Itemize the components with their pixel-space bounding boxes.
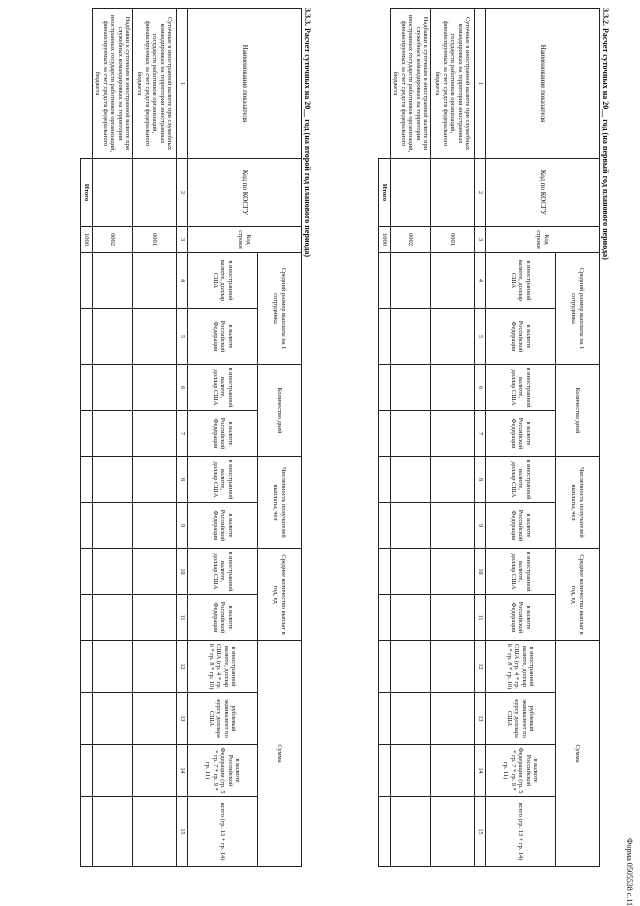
value-cell[interactable]	[391, 745, 431, 797]
header-line-code: Код строки	[188, 227, 302, 253]
value-cell[interactable]	[379, 457, 391, 503]
header-col13: рублевый эквивалент по курсу доллара США	[188, 693, 258, 745]
value-cell[interactable]	[431, 797, 475, 867]
value-cell[interactable]	[391, 253, 431, 309]
total-code: 1000	[81, 227, 93, 253]
value-cell[interactable]	[133, 365, 177, 411]
value-cell[interactable]	[379, 549, 391, 595]
daily-allowance-table-2	[80, 8, 302, 867]
header-col10: в иностранной валюте, доллар США	[486, 549, 556, 595]
header-col11: в валюте Российской Федерации	[188, 595, 258, 641]
value-cell[interactable]	[431, 253, 475, 309]
col-number: 15	[475, 797, 486, 867]
header-col15: всего (гр. 13 + гр. 14)	[188, 797, 258, 867]
header-sum: Сумма	[258, 641, 302, 867]
col-number: 5	[475, 309, 486, 365]
header-name: Наименование показателя	[486, 9, 600, 159]
value-cell[interactable]	[81, 411, 93, 457]
header-col15: всего (гр. 13 + гр. 14)	[486, 797, 556, 867]
value-cell[interactable]	[391, 693, 431, 745]
header-col12: в иностранной валюте, доллар США (гр. 4 * гр. 6 * гр. 8 * гр. 10)	[188, 641, 258, 693]
value-cell[interactable]	[133, 693, 177, 745]
value-cell[interactable]	[81, 457, 93, 503]
table-row	[133, 9, 177, 867]
value-cell[interactable]	[431, 641, 475, 693]
kosgu-cell[interactable]	[431, 159, 475, 227]
value-cell[interactable]	[379, 309, 391, 365]
header-col5: в валюте Российской Федерации	[188, 309, 258, 365]
value-cell[interactable]	[431, 457, 475, 503]
value-cell[interactable]	[379, 595, 391, 641]
col-number: 12	[475, 641, 486, 693]
value-cell[interactable]	[379, 797, 391, 867]
value-cell[interactable]	[431, 503, 475, 549]
value-cell[interactable]	[391, 365, 431, 411]
col-number: 8	[475, 457, 486, 503]
section-title-1: 3.3.2. Расчет суточных на 20__ год (на первый год планового периода)	[601, 8, 610, 260]
value-cell[interactable]	[431, 411, 475, 457]
header-avg-payment: Средний размер выплаты на 1 сотрудника	[258, 253, 302, 365]
value-cell[interactable]	[391, 641, 431, 693]
value-cell[interactable]	[133, 641, 177, 693]
header-col13: рублевый эквивалент по курсу доллара США	[486, 693, 556, 745]
col-number: 7	[475, 411, 486, 457]
col-number: 12	[177, 641, 188, 693]
value-cell[interactable]	[391, 457, 431, 503]
col-number: 10	[177, 549, 188, 595]
value-cell[interactable]	[391, 503, 431, 549]
value-cell[interactable]	[81, 745, 93, 797]
header-col9: в валюте Российской Федерации	[486, 503, 556, 549]
kosgu-cell[interactable]	[391, 159, 431, 227]
header-col7: в валюте Российской Федерации	[486, 411, 556, 457]
col-number: 9	[475, 503, 486, 549]
value-cell[interactable]	[81, 549, 93, 595]
value-cell[interactable]	[93, 549, 133, 595]
row-code: 0001	[431, 227, 475, 253]
value-cell[interactable]	[133, 253, 177, 309]
col-number: 4	[475, 253, 486, 309]
table-row	[391, 9, 431, 867]
value-cell[interactable]	[379, 641, 391, 693]
total-label: Итого	[379, 159, 391, 227]
header-avg-payment: Средний размер выплаты на 1 сотрудника	[556, 253, 600, 365]
col-number: 10	[475, 549, 486, 595]
header-col14: в валюте Российской Федерации (гр. 5 * гр. 7 * гр. 9 * гр. 11)	[188, 745, 258, 797]
value-cell[interactable]	[379, 693, 391, 745]
col-number: 4	[177, 253, 188, 309]
total-row	[81, 9, 93, 867]
col-number: 3	[475, 227, 486, 253]
header-line-code: Код строки	[486, 227, 600, 253]
col-number: 13	[177, 693, 188, 745]
header-col4: в иностранной валюте, доллар США	[486, 253, 556, 309]
col-number: 7	[177, 411, 188, 457]
col-number: 13	[475, 693, 486, 745]
total-row	[379, 9, 391, 867]
value-cell[interactable]	[133, 457, 177, 503]
header-recipients: Численность получателей выплаты, чел	[258, 457, 302, 549]
value-cell[interactable]	[93, 745, 133, 797]
value-cell[interactable]	[81, 595, 93, 641]
header-col8: в иностранной валюте, доллар США	[486, 457, 556, 503]
value-cell[interactable]	[133, 745, 177, 797]
value-cell[interactable]	[133, 309, 177, 365]
value-cell[interactable]	[133, 595, 177, 641]
kosgu-cell[interactable]	[133, 159, 177, 227]
col-number: 1	[475, 9, 486, 159]
col-number: 1	[177, 9, 188, 159]
value-cell[interactable]	[93, 797, 133, 867]
col-number: 5	[177, 309, 188, 365]
col-number: 8	[177, 457, 188, 503]
header-sum: Сумма	[556, 641, 600, 867]
header-avg-count: Среднее количество выплат в год, ед	[258, 549, 302, 641]
header-col9: в валюте Российской Федерации	[188, 503, 258, 549]
value-cell[interactable]	[81, 253, 93, 309]
header-col6: в иностранной валюте, доллар США	[486, 365, 556, 411]
value-cell[interactable]	[431, 693, 475, 745]
value-cell[interactable]	[391, 797, 431, 867]
value-cell[interactable]	[391, 549, 431, 595]
value-cell[interactable]	[93, 693, 133, 745]
header-col11: в валюте Российской Федерации	[486, 595, 556, 641]
header-col10: в иностранной валюте, доллар США	[188, 549, 258, 595]
value-cell[interactable]	[93, 253, 133, 309]
col-number: 6	[177, 365, 188, 411]
header-recipients: Численность получателей выплаты, чел	[556, 457, 600, 549]
kosgu-cell[interactable]	[93, 159, 133, 227]
value-cell[interactable]	[81, 365, 93, 411]
header-col4: в иностранной валюте, доллар США	[188, 253, 258, 309]
value-cell[interactable]	[93, 457, 133, 503]
row-name: Суточные в иностранной валюте при служебных командировках на территории иностранных государств работников организаций, финансируемых за счет средств федерального бюджета	[431, 9, 475, 159]
form-code: Форма 0505538 с.11	[625, 838, 634, 906]
header-col6: в иностранной валюте, доллар США	[188, 365, 258, 411]
col-number: 9	[177, 503, 188, 549]
value-cell[interactable]	[379, 411, 391, 457]
value-cell[interactable]	[379, 253, 391, 309]
value-cell[interactable]	[379, 365, 391, 411]
header-avg-count: Среднее количество выплат в год, ед	[556, 549, 600, 641]
value-cell[interactable]	[81, 693, 93, 745]
header-col14: в валюте Российской Федерации (гр. 5 * гр. 7 * гр. 9 * гр. 11)	[486, 745, 556, 797]
header-col12: в иностранной валюте, доллар США (гр. 4 * гр. 6 * гр. 8 * гр. 10)	[486, 641, 556, 693]
value-cell[interactable]	[379, 503, 391, 549]
col-number: 2	[177, 159, 188, 227]
value-cell[interactable]	[379, 745, 391, 797]
table-row	[93, 9, 133, 867]
col-number: 14	[475, 745, 486, 797]
value-cell[interactable]	[431, 309, 475, 365]
row-code: 0002	[391, 227, 431, 253]
value-cell[interactable]	[93, 365, 133, 411]
total-label: Итого	[81, 159, 93, 227]
value-cell[interactable]	[133, 503, 177, 549]
value-cell[interactable]	[81, 309, 93, 365]
total-code: 1000	[379, 227, 391, 253]
col-number: 2	[475, 159, 486, 227]
col-number: 6	[475, 365, 486, 411]
value-cell[interactable]	[431, 595, 475, 641]
row-name: Надбавки к суточным в иностранной валюте при служебных командировках на территории иностранных государств работников организаций, финансируемых за счет средств федерального бюджета	[391, 9, 431, 159]
value-cell[interactable]	[81, 797, 93, 867]
value-cell[interactable]	[93, 309, 133, 365]
value-cell[interactable]	[81, 503, 93, 549]
section-title-2: 3.3.3. Расчет суточных на 20__ год (на второй год планового периода)	[303, 8, 312, 257]
row-name: Суточные в иностранной валюте при служебных командировках на территории иностранных государств работников организаций, финансируемых за счет средств федерального бюджета	[133, 9, 177, 159]
row-name: Надбавки к суточным в иностранной валюте при служебных командировках на территории иностранных государств работников организаций, финансируемых за счет средств федерального бюджета	[93, 9, 133, 159]
value-cell[interactable]	[133, 797, 177, 867]
col-number: 15	[177, 797, 188, 867]
value-cell[interactable]	[431, 365, 475, 411]
value-cell[interactable]	[391, 309, 431, 365]
row-code: 0001	[133, 227, 177, 253]
value-cell[interactable]	[133, 411, 177, 457]
value-cell[interactable]	[93, 595, 133, 641]
value-cell[interactable]	[133, 549, 177, 595]
value-cell[interactable]	[93, 411, 133, 457]
header-kosgu: Код по КОСГУ	[188, 159, 302, 227]
col-number: 11	[177, 595, 188, 641]
value-cell[interactable]	[391, 411, 431, 457]
col-number: 14	[177, 745, 188, 797]
value-cell[interactable]	[93, 641, 133, 693]
header-col7: в валюте Российской Федерации	[188, 411, 258, 457]
header-kosgu: Код по КОСГУ	[486, 159, 600, 227]
value-cell[interactable]	[391, 595, 431, 641]
header-name: Наименование показателя	[188, 9, 302, 159]
header-days: Количество дней	[258, 365, 302, 457]
value-cell[interactable]	[81, 641, 93, 693]
row-code: 0002	[93, 227, 133, 253]
col-number: 3	[177, 227, 188, 253]
value-cell[interactable]	[431, 745, 475, 797]
header-days: Количество дней	[556, 365, 600, 457]
value-cell[interactable]	[93, 503, 133, 549]
header-col5: в валюте Российской Федерации	[486, 309, 556, 365]
header-col8: в иностранной валюте, доллар США	[188, 457, 258, 503]
table-row	[431, 9, 475, 867]
col-number: 11	[475, 595, 486, 641]
daily-allowance-table-1	[378, 8, 600, 867]
value-cell[interactable]	[431, 549, 475, 595]
